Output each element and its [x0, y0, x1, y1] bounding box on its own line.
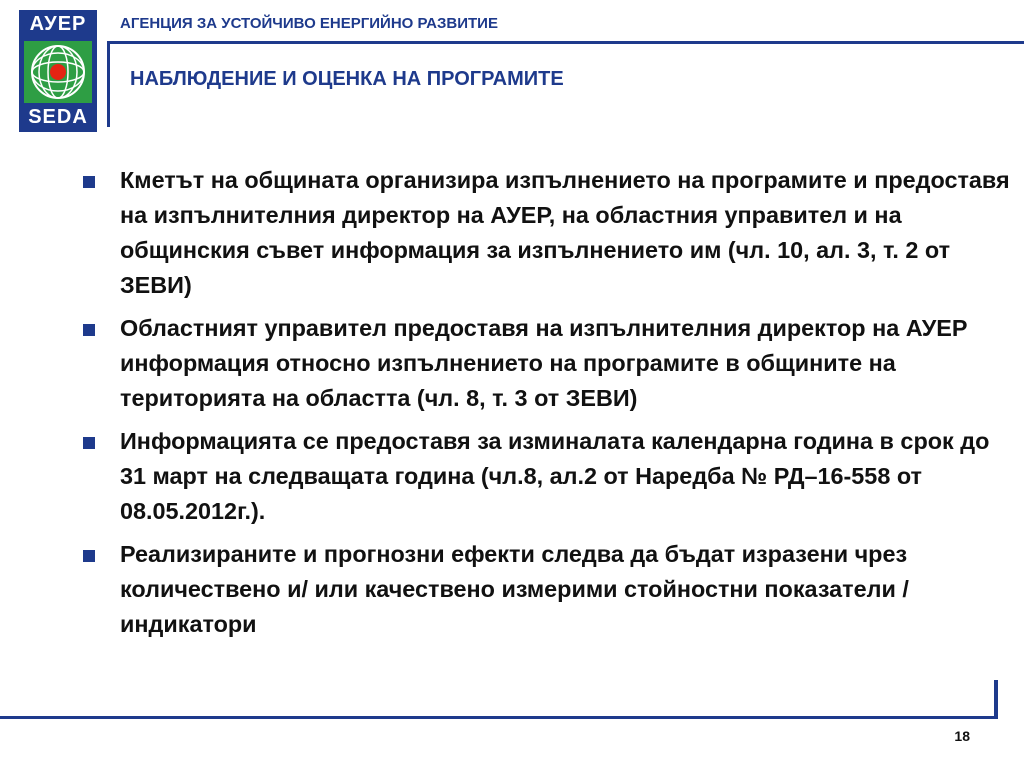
square-bullet-icon	[83, 550, 95, 562]
bullet-item	[83, 163, 1018, 303]
footer-vertical-bar	[994, 680, 998, 719]
logo-top-text: АУЕР	[29, 13, 87, 35]
bullet-text: Реализираните и прогнозни ефекти следва да бъдат изразени чрез количествено и/ или качествено измерими стойностни показатели /индикатори	[120, 541, 909, 637]
logo-emblem-icon	[24, 41, 92, 103]
bullet-text: Областният управител предоставя на изпълнителния директор на АУЕР информация относно изпълнението на програмите в общините на територията на областта (чл. 8, т. 3 от ЗЕВИ)	[120, 315, 968, 411]
square-bullet-icon	[83, 324, 95, 336]
bullet-list	[83, 163, 1018, 650]
header-divider	[107, 41, 1024, 44]
agency-logo	[19, 10, 97, 132]
bullet-item	[83, 537, 1018, 642]
square-bullet-icon	[83, 437, 95, 449]
square-bullet-icon	[83, 176, 95, 188]
logo-bottom-text: SEDA	[28, 106, 88, 128]
footer-divider	[0, 716, 998, 719]
page-number: 18	[954, 728, 970, 744]
bullet-text: Информацията се предоставя за изминалата календарна година в срок до 31 март на следващата година (чл.8, ал.2 от Наредба № РД–16-558 от 08.05.2012г.).	[120, 428, 990, 524]
bullet-text: Кметът на общината организира изпълнението на програмите и предоставя на изпълнителния директор на АУЕР, на областния управител и на общинския съвет информация за изпълнението им (чл. 10, ал. 3, т. 2 от ЗЕВИ)	[120, 167, 1010, 298]
bullet-item	[83, 311, 1018, 416]
page-title: НАБЛЮДЕНИЕ И ОЦЕНКА НА ПРОГРАМИТЕ	[130, 68, 564, 90]
agency-name: АГЕНЦИЯ ЗА УСТОЙЧИВО ЕНЕРГИЙНО РАЗВИТИЕ	[120, 15, 498, 32]
bullet-item	[83, 424, 1018, 529]
header-vertical-bar	[107, 41, 110, 127]
